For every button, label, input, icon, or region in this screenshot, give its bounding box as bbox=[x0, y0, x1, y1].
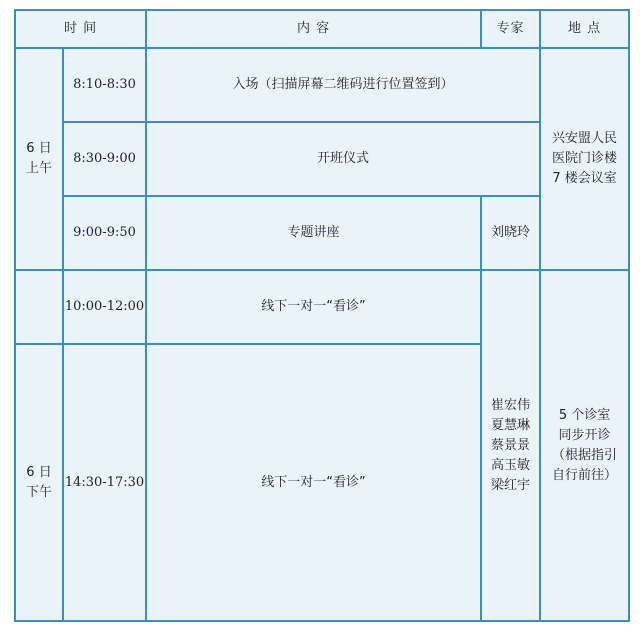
day-afternoon-date: 6 日 bbox=[26, 464, 52, 480]
location-rooms-line: （根据指引 bbox=[552, 447, 618, 463]
day-afternoon-period: 下午 bbox=[25, 484, 52, 500]
location-rooms bbox=[540, 270, 629, 621]
header-time: 时 间 bbox=[15, 10, 146, 48]
expert-group bbox=[481, 270, 540, 621]
expert-name: 夏慧琳 bbox=[491, 417, 531, 433]
day-morning bbox=[15, 48, 63, 270]
time-cell: 14:30-17:30 bbox=[63, 344, 146, 621]
time-cell: 8:30-9:00 bbox=[63, 122, 146, 196]
location-rooms-line: 同步开诊 bbox=[558, 427, 611, 443]
location-rooms-line: 5 个诊室 bbox=[558, 407, 611, 423]
content-cell: 入场（扫描屏幕二维码进行位置签到） bbox=[146, 48, 540, 122]
location-main-line: 7 楼会议室 bbox=[552, 171, 617, 186]
expert-name: 崔宏伟 bbox=[491, 397, 531, 413]
location-main bbox=[540, 48, 629, 270]
location-rooms-line: 自行前往） bbox=[552, 467, 618, 483]
time-cell: 9:00-9:50 bbox=[63, 196, 146, 270]
header-content: 内 容 bbox=[146, 10, 481, 48]
table-row bbox=[15, 196, 629, 270]
location-main-line: 医院门诊楼 bbox=[552, 151, 618, 166]
expert-name: 梁红宇 bbox=[491, 477, 531, 493]
content-cell: 线下一对一“看诊” bbox=[146, 344, 481, 621]
time-cell: 8:10-8:30 bbox=[63, 48, 146, 122]
content-cell: 线下一对一“看诊” bbox=[146, 270, 481, 344]
day-morning-continued bbox=[15, 270, 63, 344]
location-main-line: 兴安盟人民 bbox=[552, 131, 618, 146]
schedule-table bbox=[14, 9, 630, 622]
expert-name: 蔡景景 bbox=[491, 437, 531, 453]
content-cell: 专题讲座 bbox=[146, 196, 481, 270]
day-afternoon bbox=[15, 344, 63, 621]
content-cell: 开班仪式 bbox=[146, 122, 540, 196]
header-location: 地 点 bbox=[540, 10, 629, 48]
expert-cell: 刘晓玲 bbox=[481, 196, 540, 270]
table-row bbox=[15, 270, 629, 344]
header-expert: 专家 bbox=[481, 10, 540, 48]
day-morning-period: 上午 bbox=[25, 161, 52, 176]
table-row bbox=[15, 48, 629, 122]
time-cell: 10:00-12:00 bbox=[63, 270, 146, 344]
day-morning-date: 6 日 bbox=[26, 141, 52, 156]
expert-name: 高玉敏 bbox=[491, 457, 531, 473]
table-row bbox=[15, 122, 629, 196]
